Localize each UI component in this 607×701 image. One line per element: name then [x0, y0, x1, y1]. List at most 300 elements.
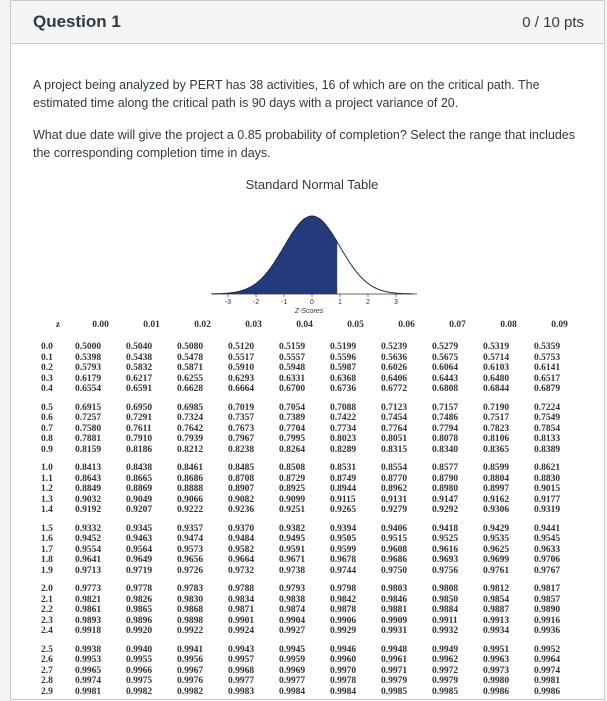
bell-curve-svg — [37, 198, 587, 318]
probability-cell: 0.8212 — [177, 444, 204, 455]
probability-cell: 0.7580 — [75, 423, 102, 434]
probability-cell: 0.9982 — [177, 686, 204, 697]
z-value: 0.3 — [41, 373, 53, 384]
probability-cell: 0.9941 — [177, 644, 204, 655]
row-group — [37, 342, 587, 395]
probability-cell: 0.6950 — [126, 402, 153, 413]
table-row — [37, 445, 587, 456]
probability-cell: 0.5040 — [126, 342, 153, 353]
probability-cell: 0.9916 — [534, 615, 561, 626]
z-value: 1.2 — [41, 484, 53, 495]
z-value: 1.9 — [41, 565, 53, 576]
probability-cell: 0.9783 — [177, 584, 204, 595]
axis-label: Z-Scores — [294, 308, 324, 315]
probability-cell: 0.9924 — [228, 626, 255, 637]
probability-cell: 0.6700 — [279, 384, 306, 395]
probability-cell: 0.9599 — [330, 544, 357, 555]
probability-cell: 0.8980 — [432, 484, 459, 495]
probability-cell: 0.8729 — [279, 473, 306, 484]
probability-cell: 0.9370 — [228, 523, 255, 534]
z-table — [37, 316, 587, 697]
z-value: 0.4 — [41, 384, 53, 395]
z-value: 1.4 — [41, 505, 53, 516]
probability-cell: 0.9857 — [534, 594, 561, 605]
column-header: 0.00 — [92, 320, 109, 330]
probability-cell: 0.5910 — [228, 363, 255, 374]
z-value: 2.3 — [41, 615, 53, 626]
probability-cell: 0.8078 — [432, 434, 459, 445]
probability-cell: 0.5948 — [279, 363, 306, 374]
probability-cell: 0.9971 — [381, 665, 408, 676]
probability-cell: 0.9719 — [126, 565, 153, 576]
probability-cell: 0.9909 — [381, 615, 408, 626]
probability-cell: 0.7486 — [432, 413, 459, 424]
probability-cell: 0.8461 — [177, 463, 204, 474]
probability-cell: 0.8389 — [534, 444, 561, 455]
probability-cell: 0.7823 — [483, 423, 510, 434]
probability-cell: 0.9938 — [75, 644, 102, 655]
probability-cell: 0.7704 — [279, 423, 306, 434]
probability-cell: 0.9986 — [534, 686, 561, 697]
probability-cell: 0.9633 — [534, 544, 561, 555]
probability-cell: 0.9778 — [126, 584, 153, 595]
probability-cell: 0.7190 — [483, 402, 510, 413]
probability-cell: 0.9946 — [330, 644, 357, 655]
probability-cell: 0.9979 — [381, 676, 408, 687]
probability-cell: 0.6141 — [534, 363, 561, 374]
z-value: 1.1 — [41, 473, 53, 484]
probability-cell: 0.9147 — [432, 494, 459, 505]
table-row — [37, 505, 587, 516]
probability-cell: 0.9931 — [381, 626, 408, 637]
row-group — [37, 403, 587, 456]
probability-cell: 0.9812 — [483, 584, 510, 595]
probability-cell: 0.9890 — [534, 605, 561, 616]
probability-cell: 0.8925 — [279, 484, 306, 495]
probability-cell: 0.5871 — [177, 363, 204, 374]
standard-normal-table-image — [37, 176, 587, 696]
probability-cell: 0.9838 — [279, 594, 306, 605]
probability-cell: 0.9495 — [279, 534, 306, 545]
table-row — [37, 566, 587, 577]
probability-cell: 0.9463 — [126, 534, 153, 545]
probability-cell: 0.5000 — [75, 342, 102, 353]
probability-cell: 0.8599 — [483, 463, 510, 474]
probability-cell: 0.9911 — [432, 615, 458, 626]
probability-cell: 0.9177 — [534, 494, 561, 505]
axis-ticks — [225, 294, 398, 306]
probability-cell: 0.8997 — [483, 484, 510, 495]
probability-cell: 0.8749 — [330, 473, 357, 484]
probability-cell: 0.9868 — [177, 605, 204, 616]
probability-cell: 0.9582 — [228, 544, 255, 555]
probability-cell: 0.9957 — [228, 655, 255, 666]
probability-cell: 0.9972 — [432, 665, 459, 676]
probability-cell: 0.8577 — [432, 463, 459, 474]
probability-cell: 0.6664 — [228, 384, 255, 395]
probability-cell: 0.9713 — [75, 565, 102, 576]
probability-cell: 0.9842 — [330, 594, 357, 605]
column-header: 0.03 — [245, 320, 262, 330]
probability-cell: 0.9983 — [228, 686, 255, 697]
axis-tick-label: -3 — [224, 299, 232, 306]
probability-cell: 0.7123 — [381, 402, 408, 413]
probability-cell: 0.5753 — [534, 352, 561, 363]
probability-cell: 0.7611 — [126, 423, 152, 434]
axis-tick-label: 1 — [338, 299, 342, 306]
z-table-header — [37, 316, 587, 334]
probability-cell: 0.6736 — [330, 384, 357, 395]
probability-cell: 0.8438 — [126, 463, 153, 474]
probability-cell: 0.7794 — [432, 423, 459, 434]
shaded-area — [211, 216, 337, 294]
probability-cell: 0.9406 — [381, 523, 408, 534]
probability-cell: 0.8413 — [75, 463, 102, 474]
probability-cell: 0.9854 — [483, 594, 510, 605]
probability-cell: 0.7881 — [75, 434, 102, 445]
probability-cell: 0.9319 — [534, 505, 561, 516]
probability-cell: 0.7422 — [330, 413, 357, 424]
probability-cell: 0.9032 — [75, 494, 102, 505]
probability-cell: 0.7939 — [177, 434, 204, 445]
axis-tick-label: 2 — [366, 299, 370, 306]
probability-cell: 0.6591 — [126, 384, 153, 395]
probability-cell: 0.9788 — [228, 584, 255, 595]
probability-cell: 0.5478 — [177, 352, 204, 363]
axis-tick-label: 3 — [394, 299, 398, 306]
probability-cell: 0.9981 — [75, 686, 102, 697]
probability-cell: 0.6554 — [75, 384, 102, 395]
column-header: 0.05 — [347, 320, 364, 330]
probability-cell: 0.9452 — [75, 534, 102, 545]
probability-cell: 0.9932 — [432, 626, 459, 637]
probability-cell: 0.9649 — [126, 555, 153, 566]
probability-cell: 0.9901 — [228, 615, 255, 626]
probability-cell: 0.9817 — [534, 584, 561, 595]
probability-cell: 0.9985 — [432, 686, 459, 697]
probability-cell: 0.9979 — [432, 676, 459, 687]
probability-cell: 0.7642 — [177, 423, 204, 434]
probability-cell: 0.5438 — [126, 352, 153, 363]
probability-cell: 0.9505 — [330, 534, 357, 545]
probability-cell: 0.9861 — [75, 605, 102, 616]
probability-cell: 0.9830 — [177, 594, 204, 605]
probability-cell: 0.9981 — [534, 676, 561, 687]
table-row — [37, 687, 587, 698]
probability-cell: 0.9474 — [177, 534, 204, 545]
probability-cell: 0.6915 — [75, 402, 102, 413]
column-header: 0.07 — [449, 320, 466, 330]
probability-cell: 0.7454 — [381, 413, 408, 424]
probability-cell: 0.9934 — [483, 626, 510, 637]
probability-cell: 0.9980 — [483, 676, 510, 687]
probability-cell: 0.9738 — [279, 565, 306, 576]
probability-cell: 0.8106 — [483, 434, 510, 445]
probability-cell: 0.6808 — [432, 384, 459, 395]
probability-cell: 0.8264 — [279, 444, 306, 455]
probability-cell: 0.8289 — [330, 444, 357, 455]
probability-cell: 0.9922 — [177, 626, 204, 637]
probability-cell: 0.9878 — [330, 605, 357, 616]
probability-cell: 0.9956 — [177, 655, 204, 666]
probability-cell: 0.9967 — [177, 665, 204, 676]
bell-curve-figure — [37, 198, 587, 318]
probability-cell: 0.9970 — [330, 665, 357, 676]
probability-cell: 0.6772 — [381, 384, 408, 395]
probability-cell: 0.6179 — [75, 373, 102, 384]
probability-cell: 0.9955 — [126, 655, 153, 666]
probability-cell: 0.8531 — [330, 463, 357, 474]
probability-cell: 0.9625 — [483, 544, 510, 555]
table-row — [37, 384, 587, 395]
probability-cell: 0.9803 — [381, 584, 408, 595]
probability-cell: 0.9236 — [228, 505, 255, 516]
probability-cell: 0.9394 — [330, 523, 357, 534]
probability-cell: 0.9966 — [126, 665, 153, 676]
probability-cell: 0.9968 — [228, 665, 255, 676]
probability-cell: 0.8315 — [381, 444, 408, 455]
row-group — [37, 524, 587, 577]
probability-cell: 0.9913 — [483, 615, 510, 626]
probability-cell: 0.9798 — [330, 584, 357, 595]
probability-cell: 0.9973 — [483, 665, 510, 676]
probability-cell: 0.9192 — [75, 505, 102, 516]
probability-cell: 0.9969 — [279, 665, 306, 676]
probability-cell: 0.8133 — [534, 434, 561, 445]
z-value: 1.6 — [41, 534, 53, 545]
probability-cell: 0.5793 — [75, 363, 102, 374]
probability-cell: 0.9962 — [432, 655, 459, 666]
probability-cell: 0.9974 — [534, 665, 561, 676]
probability-cell: 0.7054 — [279, 402, 306, 413]
probability-cell: 0.9616 — [432, 544, 459, 555]
z-value: 2.5 — [41, 644, 53, 655]
z-value: 2.6 — [41, 655, 53, 666]
probability-cell: 0.9664 — [228, 555, 255, 566]
probability-cell: 0.9977 — [228, 676, 255, 687]
probability-cell: 0.9985 — [381, 686, 408, 697]
z-value: 2.9 — [41, 686, 53, 697]
probability-cell: 0.9641 — [75, 555, 102, 566]
probability-cell: 0.8804 — [483, 473, 510, 484]
probability-cell: 0.5517 — [228, 352, 255, 363]
probability-cell: 0.9279 — [381, 505, 408, 516]
probability-cell: 0.9441 — [534, 523, 561, 534]
probability-cell: 0.6406 — [381, 373, 408, 384]
probability-cell: 0.8508 — [279, 463, 306, 474]
probability-cell: 0.9082 — [228, 494, 255, 505]
question-text: A project being analyzed by PERT has 38 activities, 16 of which are on the critical path. The estimated time along the critical path is 90 days with a project variance of 20. — [33, 78, 540, 110]
probability-cell: 0.9015 — [534, 484, 561, 495]
probability-cell: 0.6103 — [483, 363, 510, 374]
column-header: 0.08 — [500, 320, 517, 330]
probability-cell: 0.9977 — [279, 676, 306, 687]
probability-cell: 0.9896 — [126, 615, 153, 626]
probability-cell: 0.9927 — [279, 626, 306, 637]
probability-cell: 0.9418 — [432, 523, 459, 534]
probability-cell: 0.9936 — [534, 626, 561, 637]
probability-cell: 0.9292 — [432, 505, 459, 516]
probability-cell: 0.6879 — [534, 384, 561, 395]
probability-cell: 0.9850 — [432, 594, 459, 605]
probability-cell: 0.9948 — [381, 644, 408, 655]
probability-cell: 0.9115 — [330, 494, 356, 505]
z-value: 1.0 — [41, 463, 53, 474]
probability-cell: 0.8962 — [381, 484, 408, 495]
column-header: 0.06 — [398, 320, 415, 330]
question-body — [11, 44, 604, 696]
probability-cell: 0.9984 — [279, 686, 306, 697]
row-group — [37, 645, 587, 698]
probability-cell: 0.9951 — [483, 644, 510, 655]
probability-cell: 0.9332 — [75, 523, 102, 534]
probability-cell: 0.9884 — [432, 605, 459, 616]
probability-cell: 0.9952 — [534, 644, 561, 655]
probability-cell: 0.9535 — [483, 534, 510, 545]
probability-cell: 0.9099 — [279, 494, 306, 505]
z-value: 1.7 — [41, 544, 53, 555]
probability-cell: 0.9893 — [75, 615, 102, 626]
probability-cell: 0.9429 — [483, 523, 510, 534]
table-title: Standard Normal Table — [245, 177, 379, 192]
probability-cell: 0.5199 — [330, 342, 357, 353]
probability-cell: 0.8554 — [381, 463, 408, 474]
probability-cell: 0.9874 — [279, 605, 306, 616]
probability-cell: 0.6064 — [432, 363, 459, 374]
question-card — [10, 0, 605, 700]
z-header: z — [55, 320, 61, 330]
probability-cell: 0.8621 — [534, 463, 561, 474]
probability-cell: 0.9671 — [279, 555, 306, 566]
z-value: 2.1 — [41, 594, 53, 605]
probability-cell: 0.9881 — [381, 605, 408, 616]
probability-cell: 0.5319 — [483, 342, 510, 353]
probability-cell: 0.6628 — [177, 384, 204, 395]
probability-cell: 0.9846 — [381, 594, 408, 605]
probability-cell: 0.8888 — [177, 484, 204, 495]
probability-cell: 0.9515 — [381, 534, 408, 545]
probability-cell: 0.9945 — [279, 644, 306, 655]
probability-cell: 0.9306 — [483, 505, 510, 516]
probability-cell: 0.5596 — [330, 352, 357, 363]
probability-cell: 0.7910 — [126, 434, 153, 445]
probability-cell: 0.9265 — [330, 505, 357, 516]
probability-cell: 0.8869 — [126, 484, 153, 495]
z-value: 0.7 — [41, 423, 53, 434]
probability-cell: 0.6443 — [432, 373, 459, 384]
z-value: 0.1 — [41, 352, 53, 363]
probability-cell: 0.9525 — [432, 534, 459, 545]
probability-cell: 0.6331 — [279, 373, 306, 384]
probability-cell: 0.9222 — [177, 505, 204, 516]
probability-cell: 0.9871 — [228, 605, 255, 616]
probability-cell: 0.9929 — [330, 626, 357, 637]
probability-cell: 0.9834 — [228, 594, 255, 605]
probability-cell: 0.5239 — [381, 342, 408, 353]
probability-cell: 0.7157 — [432, 402, 459, 413]
probability-cell: 0.9207 — [126, 505, 153, 516]
probability-cell: 0.9982 — [126, 686, 153, 697]
probability-cell: 0.9573 — [177, 544, 204, 555]
probability-cell: 0.9974 — [75, 676, 102, 687]
probability-cell: 0.8485 — [228, 463, 255, 474]
probability-cell: 0.5714 — [483, 352, 510, 363]
probability-cell: 0.9131 — [381, 494, 408, 505]
probability-cell: 0.9382 — [279, 523, 306, 534]
probability-cell: 0.7549 — [534, 413, 561, 424]
probability-cell: 0.6480 — [483, 373, 510, 384]
probability-cell: 0.5557 — [279, 352, 306, 363]
probability-cell: 0.9793 — [279, 584, 306, 595]
probability-cell: 0.9821 — [75, 594, 102, 605]
table-row — [37, 626, 587, 637]
probability-cell: 0.9767 — [534, 565, 561, 576]
probability-cell: 0.9984 — [330, 686, 357, 697]
probability-cell: 0.8665 — [126, 473, 153, 484]
probability-cell: 0.9976 — [177, 676, 204, 687]
probability-cell: 0.9943 — [228, 644, 255, 655]
probability-cell: 0.9656 — [177, 555, 204, 566]
probability-cell: 0.9699 — [483, 555, 510, 566]
z-value: 0.5 — [41, 402, 53, 413]
probability-cell: 0.8790 — [432, 473, 459, 484]
probability-cell: 0.9693 — [432, 555, 459, 566]
probability-cell: 0.7995 — [279, 434, 306, 445]
probability-cell: 0.9564 — [126, 544, 153, 555]
probability-cell: 0.9066 — [177, 494, 204, 505]
probability-cell: 0.9726 — [177, 565, 204, 576]
probability-cell: 0.9732 — [228, 565, 255, 576]
probability-cell: 0.5675 — [432, 352, 459, 363]
probability-cell: 0.9826 — [126, 594, 153, 605]
probability-cell: 0.6217 — [126, 373, 153, 384]
probability-cell: 0.9940 — [126, 644, 153, 655]
probability-cell: 0.9744 — [330, 565, 357, 576]
probability-cell: 0.8708 — [228, 473, 255, 484]
probability-cell: 0.9949 — [432, 644, 459, 655]
probability-cell: 0.7389 — [279, 413, 306, 424]
probability-cell: 0.8186 — [126, 444, 153, 455]
question-prompt: What due date will give the project a 0.85 probability of completion? Select the range that includes the corresponding completion time in days. — [33, 128, 575, 160]
probability-cell: 0.9960 — [330, 655, 357, 666]
column-header: 0.01 — [143, 320, 160, 330]
column-header: 0.09 — [551, 320, 568, 330]
z-value: 2.0 — [41, 584, 53, 595]
probability-cell: 0.7291 — [126, 413, 153, 424]
probability-cell: 0.5987 — [330, 363, 357, 374]
probability-cell: 0.8944 — [330, 484, 357, 495]
probability-cell: 0.6844 — [483, 384, 510, 395]
probability-cell: 0.9591 — [279, 544, 306, 555]
probability-cell: 0.7224 — [534, 402, 561, 413]
z-value: 2.2 — [41, 605, 53, 616]
probability-cell: 0.7854 — [534, 423, 561, 434]
probability-cell: 0.9678 — [330, 555, 357, 566]
probability-cell: 0.8238 — [228, 444, 255, 455]
probability-cell: 0.6255 — [177, 373, 204, 384]
probability-cell: 0.5398 — [75, 352, 102, 363]
probability-cell: 0.9887 — [483, 605, 510, 616]
probability-cell: 0.8023 — [330, 434, 357, 445]
row-group — [37, 584, 587, 637]
probability-cell: 0.7019 — [228, 402, 255, 413]
probability-cell: 0.9608 — [381, 544, 408, 555]
probability-cell: 0.7324 — [177, 413, 204, 424]
probability-cell: 0.9049 — [126, 494, 153, 505]
probability-cell: 0.8340 — [432, 444, 459, 455]
column-header: 0.04 — [296, 320, 313, 330]
row-group — [37, 463, 587, 516]
